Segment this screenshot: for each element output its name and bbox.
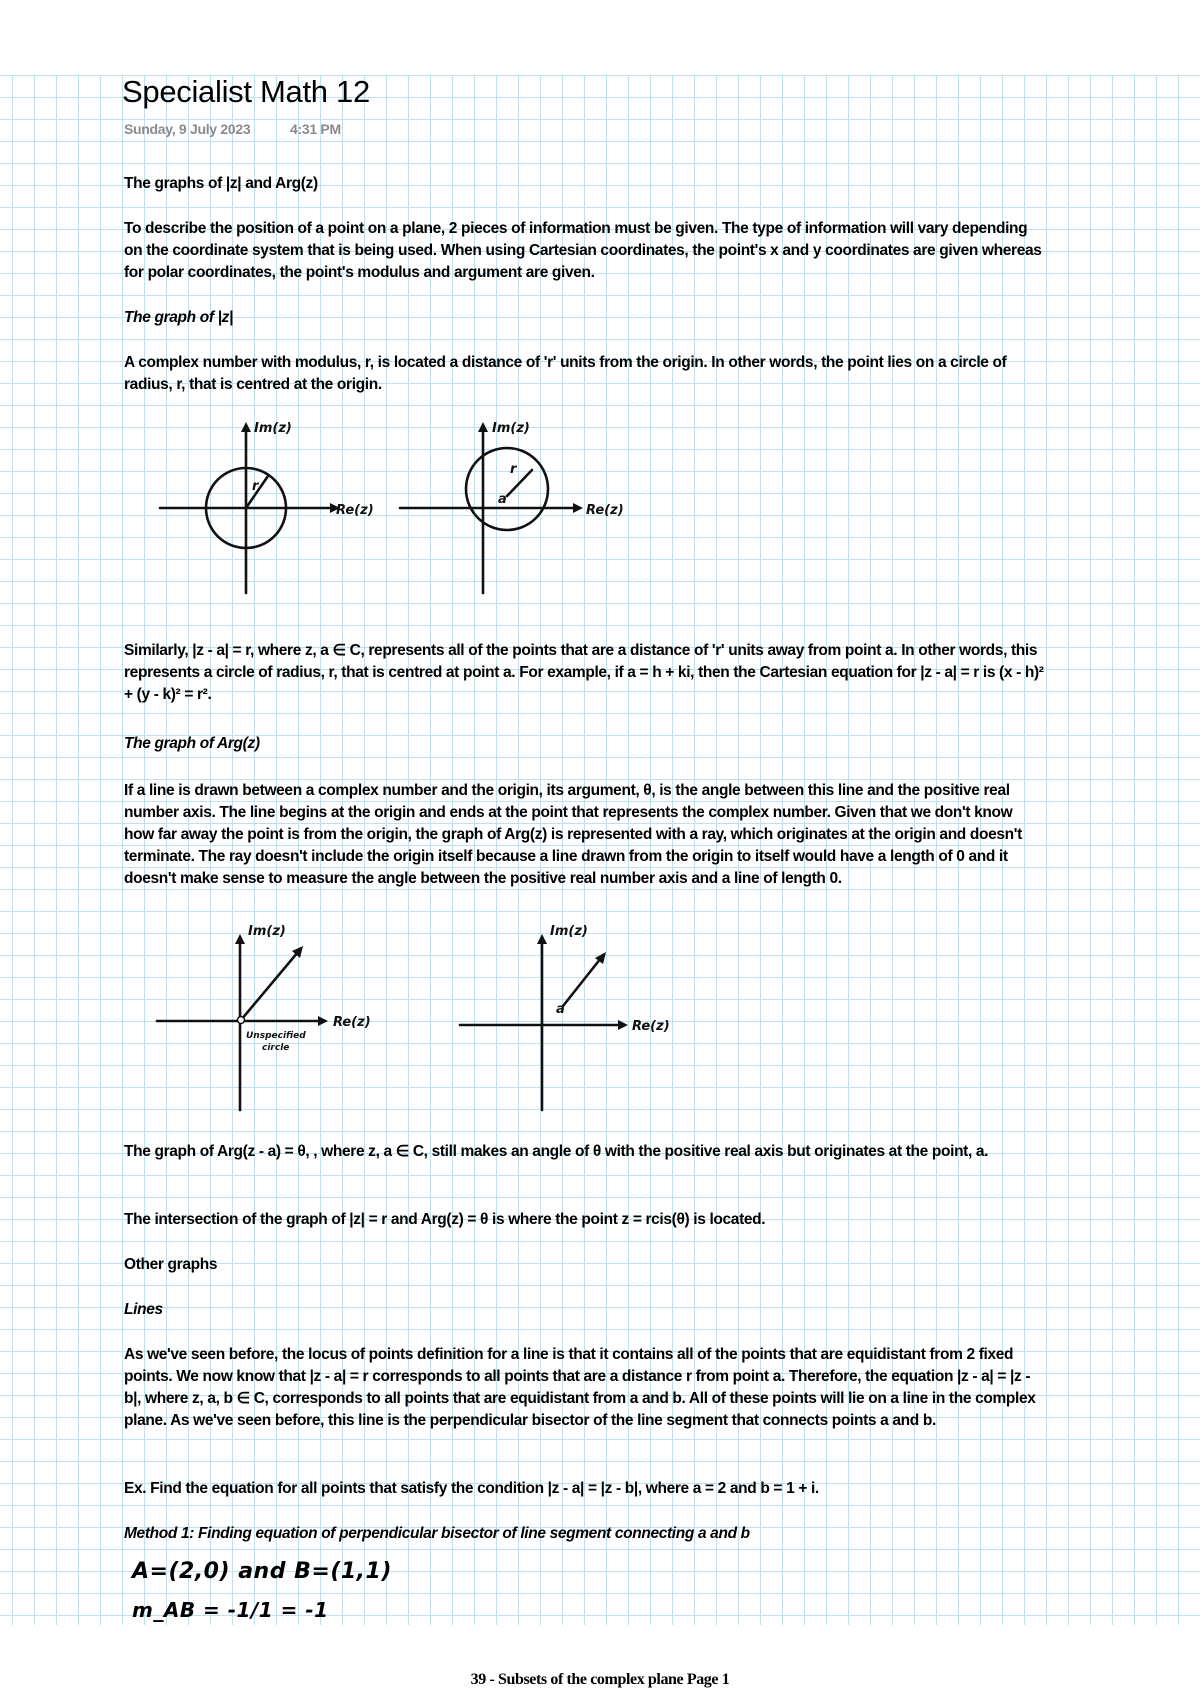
- unspecified-note-2: circle: [262, 1043, 290, 1053]
- arrowhead-icon: [235, 934, 245, 944]
- heading-graphs: The graphs of |z| and Arg(z): [124, 175, 318, 192]
- im-axis-label: Im(z): [254, 421, 292, 436]
- para-lines: As we've seen before, the locus of points definition for a line is that it contains all of the points that are equidistant from 2 fixed points. We now know that |z - a| = r corresponds to all points that are a distance r from point a. Therefore, the equation |z - a| = |z - b|, where z, a, b ∈ C, corresponds to all points that are equidistant from a and b. All of these points will lie on a line in the complex plane. As we've seen before, this line is the perpendicular bisector of the line segment that connects points a and b.: [124, 1346, 1036, 1429]
- arrowhead-icon: [537, 934, 547, 944]
- im-axis-label: Im(z): [248, 924, 286, 939]
- para-example: Ex. Find the equation for all points that satisfy the condition |z - a| = |z - b|, where a = 2 and b = 1 + i.: [124, 1480, 819, 1497]
- page-title: Specialist Math 12: [122, 74, 370, 109]
- im-axis-label: Im(z): [550, 924, 588, 939]
- radius-label: r: [510, 462, 517, 477]
- para-modulus: A complex number with modulus, r, is located a distance of 'r' units from the origin. In other words, the point lies on a circle of radius, r, that is centred at the origin.: [124, 354, 1007, 393]
- arg-ray: [241, 952, 298, 1020]
- radius-label: r: [252, 479, 259, 494]
- point-a-label: a: [498, 492, 507, 507]
- para-arg-a: The graph of Arg(z - a) = θ, , where z, a ∈ C, still makes an angle of θ with the positive real axis but originates at the point, a.: [124, 1143, 989, 1160]
- heading-other-graphs: Other graphs: [124, 1256, 218, 1273]
- im-axis-label: Im(z): [492, 421, 530, 436]
- unspecified-note-1: Unspecified: [246, 1031, 306, 1041]
- sketch-ray-from-a: [460, 924, 670, 1110]
- arg-ray: [563, 958, 601, 1006]
- page-time: 4:31 PM: [290, 121, 341, 137]
- page-footer: 39 - Subsets of the complex plane Page 1: [470, 1671, 730, 1688]
- page-date: Sunday, 9 July 2023: [124, 121, 251, 137]
- arrowhead-icon: [318, 1016, 328, 1026]
- para-intro: To describe the position of a point on a plane, 2 pieces of information must be given. The type of information will vary depending on the coordinate system that is being used. When using Cartesian coordinates, the point's x and y coordinates are given whereas for polar coordinates, the point's modulus and argument are given.: [124, 220, 1042, 281]
- subheading-lines: Lines: [124, 1301, 163, 1318]
- re-axis-label: Re(z): [632, 1019, 670, 1034]
- point-a-label: a: [556, 1002, 565, 1017]
- re-axis-label: Re(z): [586, 503, 624, 518]
- re-axis-label: Re(z): [333, 1015, 371, 1030]
- handwritten-gradient: m_AB = -1/1 = -1: [132, 1598, 329, 1622]
- arrowhead-icon: [618, 1020, 628, 1030]
- subheading-graph-arg: The graph of Arg(z): [124, 735, 260, 752]
- re-axis-label: Re(z): [336, 503, 374, 518]
- para-similarly: Similarly, |z - a| = r, where z, a ∈ C, represents all of the points that are a distance of 'r' units away from point a. In other words, this represents a circle of radius, r, that is centred at point a. For example, if a = h + ki, then the Cartesian equation for |z - a| = r is (x - h)² + (y - k)² = r².: [124, 642, 1044, 703]
- method-1-heading: Method 1: Finding equation of perpendicular bisector of line segment connecting a and b: [124, 1525, 750, 1542]
- open-circle-icon: [238, 1017, 245, 1024]
- para-arg: If a line is drawn between a complex number and the origin, its argument, θ, is the angle between this line and the positive real number axis. The line begins at the origin and ends at the point that represents the complex number. Given that we don't know how far away the point is from the origin, the graph of Arg(z) is represented with a ray, which originates at the origin and doesn't terminate. The ray doesn't include the origin itself because a line drawn from the origin to itself would have a length of 0 and it doesn't make sense to measure the angle between the positive real number axis and a line of length 0.: [124, 782, 1022, 887]
- para-intersection: The intersection of the graph of |z| = r and Arg(z) = θ is where the point z = rcis(θ) is located.: [124, 1211, 766, 1228]
- sketch-ray-origin: [157, 924, 371, 1110]
- subheading-graph-modulus: The graph of |z|: [124, 309, 233, 326]
- handwritten-points: A=(2,0) and B=(1,1): [132, 1559, 392, 1584]
